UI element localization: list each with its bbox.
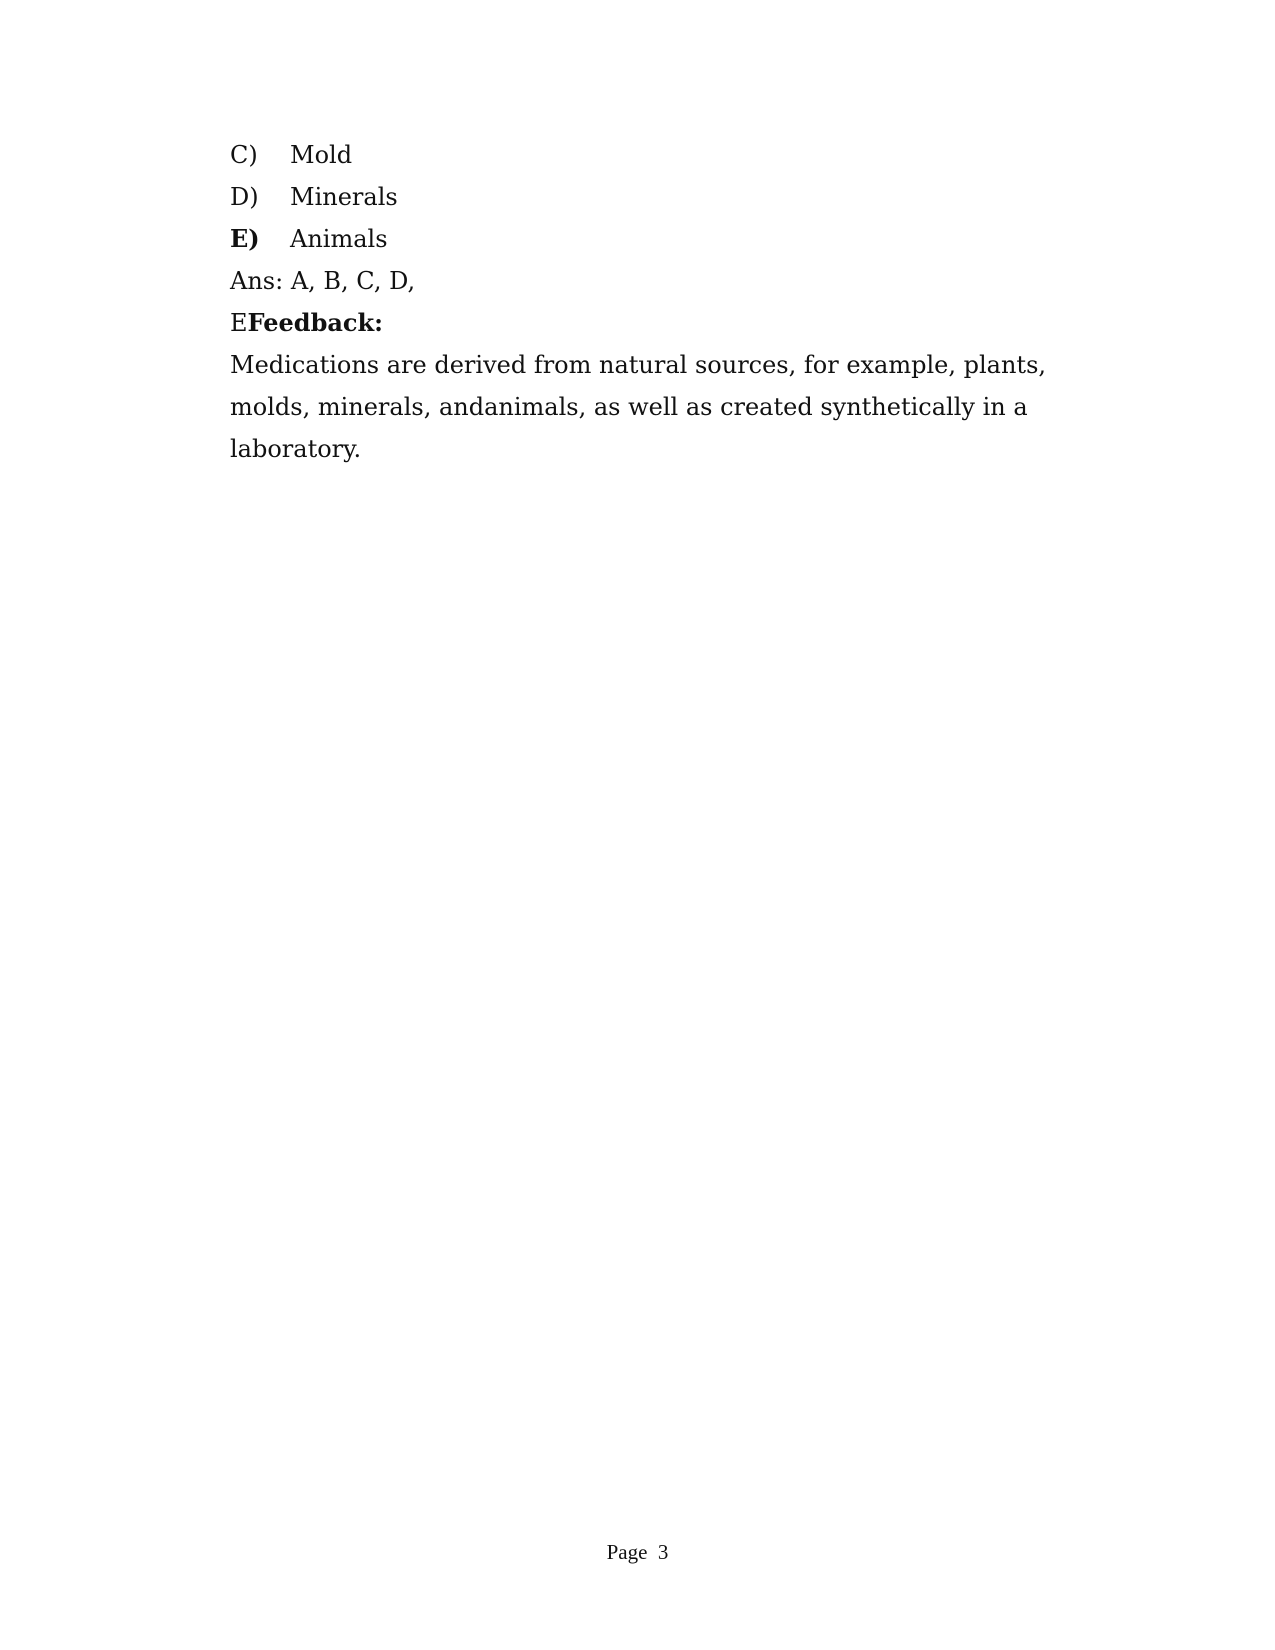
question-content: [230, 134, 1060, 470]
option-letter: D): [230, 183, 259, 211]
page-label: Page 3: [606, 1540, 669, 1564]
option-text: Minerals: [290, 183, 398, 211]
feedback-heading-line: [230, 302, 1060, 344]
answer-key: Ans: A, B, C, D,: [230, 267, 416, 295]
answer-option-e: [230, 218, 1060, 260]
feedback-prefix: E: [230, 309, 248, 337]
option-letter: E): [230, 224, 260, 253]
option-text: Animals: [290, 225, 388, 253]
answer-option-c: [230, 134, 1060, 176]
page-number: [0, 1540, 1275, 1565]
answer-option-d: [230, 176, 1060, 218]
option-letter: C): [230, 141, 258, 169]
option-text: Mold: [290, 141, 353, 169]
feedback-text: Medications are derived from natural sources, for example, plants, molds, minerals, andanimals, as well as created synthetically in a laboratory.: [230, 351, 1047, 463]
feedback-heading: Feedback:: [247, 308, 384, 337]
